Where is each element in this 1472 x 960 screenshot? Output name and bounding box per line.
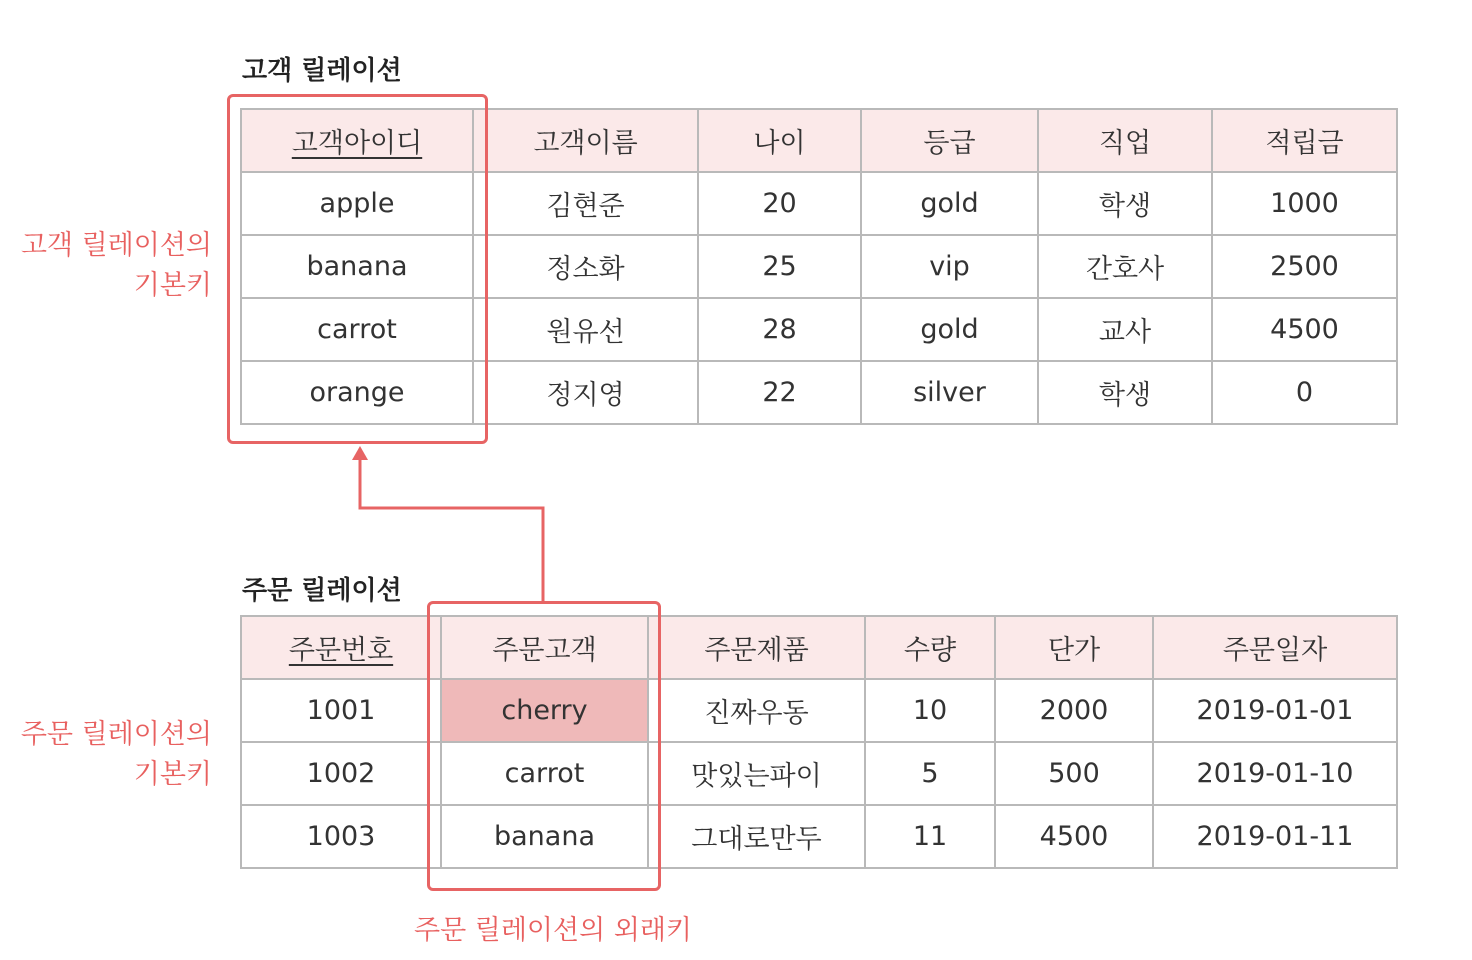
column-header-age: 나이	[698, 109, 861, 172]
table-cell: 정소화	[473, 235, 698, 298]
table-cell: 2000	[995, 679, 1153, 742]
column-header-customer-name: 고객이름	[473, 109, 698, 172]
table-cell: 학생	[1038, 361, 1212, 424]
order-relation-title: 주문 릴레이션	[242, 576, 402, 606]
table-cell: 교사	[1038, 298, 1212, 361]
order-primary-key-label	[10, 715, 212, 795]
table-row	[241, 679, 1397, 742]
table-cell: carrot	[241, 298, 473, 361]
table-cell: silver	[861, 361, 1038, 424]
table-cell: 10	[865, 679, 995, 742]
table-cell: banana	[441, 805, 648, 868]
order-header-row	[241, 616, 1397, 679]
table-cell: 원유선	[473, 298, 698, 361]
table-cell: 22	[698, 361, 861, 424]
table-cell: 500	[995, 742, 1153, 805]
table-cell: 5	[865, 742, 995, 805]
table-cell: 20	[698, 172, 861, 235]
table-cell: gold	[861, 172, 1038, 235]
order-foreign-key-highlight	[427, 601, 661, 891]
table-cell: 1003	[241, 805, 441, 868]
table-cell: 맛있는파이	[648, 742, 865, 805]
table-cell: 1001	[241, 679, 441, 742]
customer-relation-title: 고객 릴레이션	[242, 56, 402, 86]
order-foreign-key-label: 주문 릴레이션의 외래키	[414, 915, 692, 946]
table-cell: 0	[1212, 361, 1397, 424]
column-header-unit-price: 단가	[995, 616, 1153, 679]
table-cell: 진짜우동	[648, 679, 865, 742]
table-cell: vip	[861, 235, 1038, 298]
column-header-customer-id: 고객아이디	[241, 109, 473, 172]
column-header-order-product: 주문제품	[648, 616, 865, 679]
table-cell: 28	[698, 298, 861, 361]
table-cell: banana	[241, 235, 473, 298]
table-cell: 4500	[995, 805, 1153, 868]
table-cell: 학생	[1038, 172, 1212, 235]
table-cell: 2019-01-11	[1153, 805, 1397, 868]
order-pk-label-line2: 기본키	[133, 759, 212, 790]
table-cell: 그대로만두	[648, 805, 865, 868]
customer-pk-label-line1: 고객 릴레이션의	[20, 230, 212, 261]
table-cell: 2019-01-10	[1153, 742, 1397, 805]
column-header-order-customer: 주문고객	[441, 616, 648, 679]
column-header-job: 직업	[1038, 109, 1212, 172]
table-row	[241, 805, 1397, 868]
table-cell: orange	[241, 361, 473, 424]
table-cell: 25	[698, 235, 861, 298]
table-cell: 1002	[241, 742, 441, 805]
order-pk-label-line1: 주문 릴레이션의	[20, 719, 212, 750]
column-header-order-date: 주문일자	[1153, 616, 1397, 679]
table-cell: 1000	[1212, 172, 1397, 235]
table-cell: apple	[241, 172, 473, 235]
order-table	[240, 615, 1398, 869]
column-header-order-no: 주문번호	[241, 616, 441, 679]
column-header-quantity: 수량	[865, 616, 995, 679]
column-header-points: 적립금	[1212, 109, 1397, 172]
table-cell: 11	[865, 805, 995, 868]
customer-pk-label-line2: 기본키	[133, 270, 212, 301]
table-row	[241, 742, 1397, 805]
table-cell: 김현준	[473, 172, 698, 235]
table-cell: 2500	[1212, 235, 1397, 298]
table-cell: 4500	[1212, 298, 1397, 361]
highlighted-cell: cherry	[441, 679, 648, 742]
table-cell: carrot	[441, 742, 648, 805]
table-cell: 간호사	[1038, 235, 1212, 298]
column-header-grade: 등급	[861, 109, 1038, 172]
table-cell: 정지영	[473, 361, 698, 424]
table-cell: 2019-01-01	[1153, 679, 1397, 742]
table-cell: gold	[861, 298, 1038, 361]
